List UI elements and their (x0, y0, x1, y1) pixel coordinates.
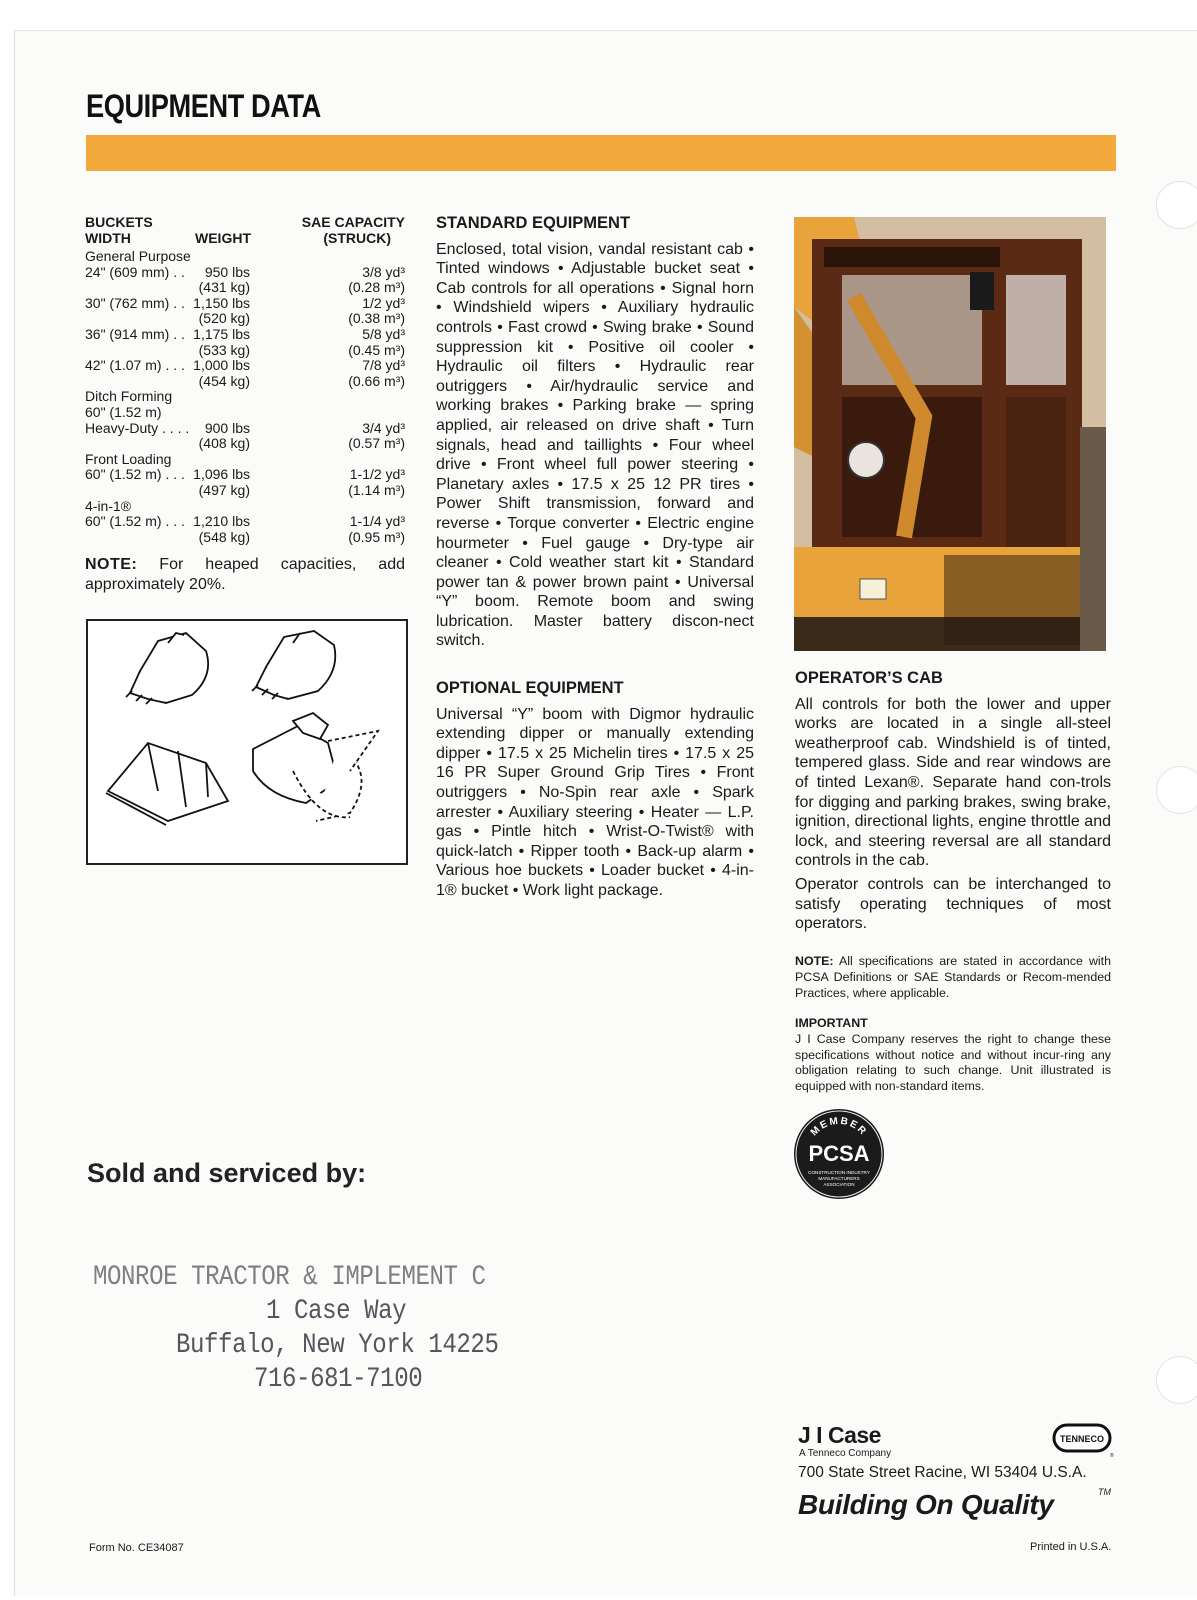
seal-line1: CONSTRUCTION INDUSTRY (808, 1170, 870, 1175)
bucket-category: General Purpose (85, 248, 191, 264)
bucket-capacity-yd: 5/8 yd³ (362, 325, 405, 342)
bucket-weight-kg: (497 kg) (198, 481, 250, 498)
bucket-capacity-yd: 1/2 yd³ (362, 294, 405, 311)
bucket-width: 30" (762 mm) . . (85, 294, 185, 311)
operator-cab-heading: OPERATOR’S CAB (795, 669, 943, 687)
bucket-width: 36" (914 mm) . . (85, 325, 185, 342)
form-number: Form No. CE34087 (89, 1542, 184, 1554)
binder-hole (1156, 181, 1197, 229)
tenneco-logo (1052, 1421, 1114, 1459)
four-in-one-bucket-icon (253, 713, 378, 821)
dealer-stamp-city: Buffalo, New York 14225 (176, 1330, 499, 1361)
operator-cab-photo (794, 217, 1106, 651)
tenneco-logo-text: TENNECO (1059, 1434, 1105, 1444)
bucket-capacity-m3: (0.57 m³) (348, 435, 405, 452)
printed-in: Printed in U.S.A. (1030, 1541, 1112, 1553)
operator-cab-section (795, 669, 1111, 934)
header-struck: (STRUCK) (323, 230, 391, 246)
bucket-illustrations (86, 619, 408, 865)
svg-text:®: ® (1110, 1453, 1114, 1459)
bucket-capacity-yd: 1-1/4 yd³ (349, 513, 405, 530)
trademark-mark: TM (1098, 1487, 1111, 1497)
seal-line2: MANUFACTURERS (818, 1176, 860, 1181)
optional-equipment-heading: OPTIONAL EQUIPMENT (436, 679, 624, 698)
bucket-weight-lbs: 1,210 lbs (193, 513, 250, 530)
bucket-row (85, 265, 405, 296)
bucket-weight-kg: (548 kg) (198, 528, 250, 545)
note-text: For heaped capacities, add approximately 20%. (85, 556, 405, 593)
dealer-stamp-phone: 716-681-7100 (254, 1364, 423, 1395)
bucket-row (85, 467, 405, 498)
bucket-width: Heavy-Duty . . . . (85, 419, 190, 436)
bucket-weight-kg: (533 kg) (198, 341, 250, 358)
bucket-weight-lbs: 1,150 lbs (193, 294, 250, 311)
specs-note-text: All specifications are stated in accordance with PCSA Definitions or SAE Standards or Recom-mended Practices, where applicable. (795, 954, 1111, 1000)
bucket-weight-kg: (454 kg) (198, 372, 250, 389)
bucket-row (85, 358, 405, 389)
buckets-table (85, 215, 405, 545)
loader-bucket-icon (106, 743, 228, 825)
bucket-capacity-yd: 7/8 yd³ (362, 357, 405, 374)
bucket-width: 42" (1.07 m) . . . (85, 357, 185, 374)
equipment-column (436, 214, 754, 901)
bucket-capacity-m3: (0.38 m³) (348, 310, 405, 327)
seal-line3: ASSOCIATION (823, 1182, 855, 1187)
bucket-weight-lbs: 1,000 lbs (193, 357, 250, 374)
bucket-weight-lbs: 950 lbs (204, 263, 250, 280)
bucket-weight-lbs: 900 lbs (204, 419, 250, 436)
bucket-drawings (88, 621, 406, 863)
standard-equipment-heading: STANDARD EQUIPMENT (436, 214, 631, 232)
specifications-note (795, 954, 1111, 1001)
important-text: J I Case Company reserves the right to change these specifications without notice and without incur-ring any obligation relating to such change. Unit illustrated is equipped with non-standard items. (795, 1031, 1111, 1094)
pcsa-member-seal (793, 1108, 885, 1200)
bucket-row (85, 296, 405, 327)
bucket-category-size: 60" (1.52 m) (85, 403, 162, 420)
bucket-row (85, 514, 405, 545)
bucket-capacity-m3: (0.66 m³) (348, 372, 405, 389)
ditch-bucket-icon (252, 631, 335, 699)
header-sae-capacity: SAE CAPACITY (301, 214, 405, 230)
bucket-width: 60" (1.52 m) . . . (85, 466, 185, 483)
bucket-row (85, 421, 405, 452)
note-label: NOTE: (85, 556, 138, 573)
bucket-category: 4-in-1® (85, 497, 132, 514)
bucket-capacity-m3: (0.45 m³) (348, 341, 405, 358)
bucket-weight-kg: (431 kg) (198, 279, 250, 296)
header-weight: WEIGHT (195, 230, 251, 246)
binder-hole (1156, 1356, 1197, 1404)
bucket-weight-kg: (408 kg) (198, 435, 250, 452)
jicase-logo: J I Case (798, 1422, 881, 1448)
tenneco-company-tagline: A Tenneco Company (799, 1448, 892, 1459)
header-width: WIDTH (85, 230, 131, 246)
header-buckets: BUCKETS (85, 214, 153, 230)
important-label: IMPORTANT (795, 1016, 868, 1030)
company-address: 700 State Street Racine, WI 53404 U.S.A. (798, 1464, 1087, 1481)
operator-cab-text: All controls for both the lower and upper works are located in a single all-steel weatherproof cab. Windshield is of tinted, tempered glass. Side and rear windows are of tinted Lexan®. Separate hand con-trols for digging and parking brakes, swing brake, ignition, directional lights, engine throttle and lock, and steering reversal are all standard controls in the cab. (795, 695, 1111, 870)
bucket-capacity-m3: (1.14 m³) (348, 481, 405, 498)
bucket-capacity-m3: (0.95 m³) (348, 528, 405, 545)
bucket-capacity-m3: (0.28 m³) (348, 279, 405, 296)
standard-equipment-text: Enclosed, total vision, vandal resistant cab • Tinted windows • Adjustable bucket seat • Cab controls for all operations • Signal horn • Windshield wipers • Auxiliary hydraulic controls • Fast crowd • Swing brake • Sound suppression kit • Positive oil cooler • Hydraulic oil filters • Hydraulic rear outriggers • Air/hydraulic service and working brakes • Parking brake — spring applied, air released on drive shaft • Turn signals, head and taillights • Four wheel drive • Front wheel full power steering • Planetary axles • 17.5 x 25 12 PR tires • Power Shift transmission, forward and reverse • Torque converter • Electric engine hourmeter • Fuel gauge • Dry-type air cleaner • Cold weather start kit • Standard power tan & power brown paint • Universal “Y” boom. Remote boom and swing lubrication. Master battery discon-nect switch. (436, 240, 754, 650)
bucket-weight-lbs: 1,096 lbs (193, 466, 250, 483)
dealer-stamp-street: 1 Case Way (266, 1296, 407, 1327)
cab-photo-illustration (794, 217, 1106, 651)
tenneco-logo-graphic (1052, 1421, 1114, 1459)
bucket-category: Front Loading (85, 450, 172, 467)
binder-hole (1156, 766, 1197, 814)
bucket-capacity-yd: 1-1/2 yd³ (349, 466, 405, 483)
operator-controls-text: Operator controls can be interchanged to satisfy operating techniques of most operators. (795, 875, 1111, 933)
bucket-width: 24" (609 mm) . . (85, 263, 185, 280)
accent-bar (86, 135, 1116, 171)
heaped-note (85, 555, 405, 595)
slogan: Building On Quality (798, 1489, 1054, 1520)
optional-equipment-text: Universal “Y” boom with Digmor hydraulic extending dipper or manually extending dipper • 17.5 x 25 Michelin tires • 17.5 x 25 16 PR Super Ground Grip Tires • Front outriggers • No-Spin rear axle • Spark arrester • Auxiliary steering • Heater — L.P. gas • Pintle hitch • Wrist-O-Twist® with quick-latch • Ripper tooth • Back-up alarm • Various hoe buckets • Loader bucket • 4-in-1® bucket • Work light package. (436, 705, 754, 899)
specs-note-label: NOTE: (795, 954, 834, 968)
seal-center-text: PCSA (808, 1141, 870, 1166)
buckets-header (85, 215, 405, 249)
bucket-category: Ditch Forming (85, 388, 173, 405)
dealer-stamp-name: MONROE TRACTOR & IMPLEMENT C (93, 1262, 486, 1293)
bucket-weight-lbs: 1,175 lbs (193, 325, 250, 342)
important-notice (795, 1016, 1111, 1095)
page-title: EQUIPMENT DATA (86, 88, 321, 124)
pcsa-seal-graphic (793, 1108, 885, 1200)
sold-by-heading: Sold and serviced by: (87, 1158, 367, 1188)
bucket-width: 60" (1.52 m) . . . (85, 513, 185, 530)
seal-top-text: MEMBER (808, 1115, 870, 1139)
bucket-capacity-yd: 3/4 yd³ (362, 419, 405, 436)
bucket-weight-kg: (520 kg) (198, 310, 250, 327)
bucket-row (85, 327, 405, 358)
hoe-bucket-icon (126, 633, 208, 704)
bucket-capacity-yd: 3/8 yd³ (362, 263, 405, 280)
